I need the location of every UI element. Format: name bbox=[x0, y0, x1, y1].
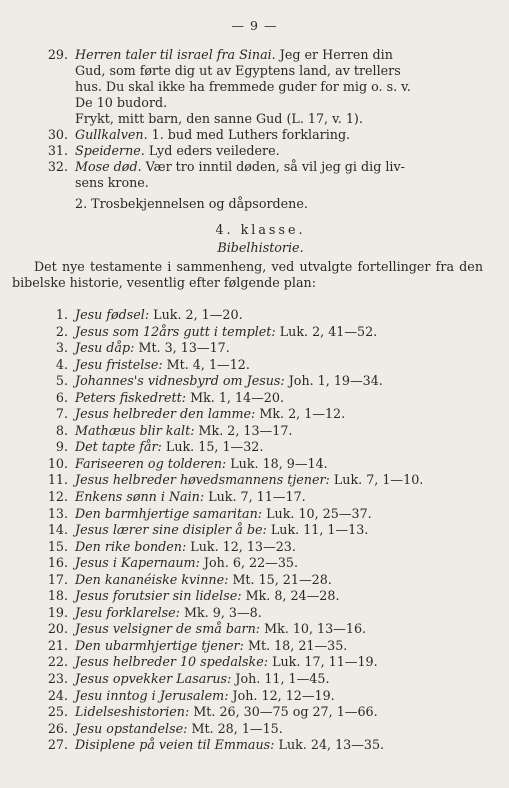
plan-number: 9. bbox=[55, 439, 68, 455]
plan-reference: Mk. 8, 24—28. bbox=[245, 588, 340, 604]
item-title: Speiderne. bbox=[75, 143, 145, 158]
plan-reference: Luk. 15, 1—32. bbox=[165, 439, 264, 455]
plan-reference: Mk. 9, 3—8. bbox=[184, 604, 262, 620]
item-title: Herren taler til israel fra Sinai. bbox=[75, 47, 276, 62]
plan-title: Peters fiskedrett: bbox=[75, 389, 187, 405]
plan-number: 15. bbox=[47, 538, 68, 554]
plan-reference: Mk. 2, 1—12. bbox=[259, 406, 346, 422]
plan-number: 11. bbox=[47, 472, 68, 488]
plan-number: 21. bbox=[47, 637, 68, 653]
plan-reference: Joh. 12, 12—19. bbox=[232, 687, 335, 703]
plan-title: Jesus forutsier sin lidelse: bbox=[75, 588, 242, 604]
plan-reference: Luk. 10, 25—37. bbox=[266, 505, 372, 521]
plan-reference: Luk. 11, 1—13. bbox=[270, 522, 369, 538]
plan-number: 6. bbox=[55, 389, 68, 405]
plan-item bbox=[38, 588, 483, 605]
plan-number: 22. bbox=[47, 654, 68, 670]
plan-number: 20. bbox=[47, 621, 68, 637]
plan-title: Jesus helbreder høvedsmannens tjener: bbox=[75, 472, 330, 488]
plan-title: Jesu inntog i Jerusalem: bbox=[75, 687, 229, 703]
plan-title: Jesus helbreder den lamme: bbox=[75, 406, 256, 422]
plan-number: 5. bbox=[55, 373, 68, 389]
plan-number: 1. bbox=[55, 307, 68, 322]
list-item bbox=[38, 127, 483, 143]
plan-item bbox=[38, 572, 483, 589]
plan-number: 16. bbox=[47, 555, 68, 571]
plan-item bbox=[38, 307, 483, 324]
plan-reference: Luk. 7, 1—10. bbox=[333, 472, 424, 488]
plan-title: Den kananéiske kvinne: bbox=[75, 571, 229, 587]
plan-reference: Joh. 1, 19—34. bbox=[288, 373, 383, 389]
plan-reference: Mk. 10, 13—16. bbox=[264, 621, 367, 637]
plan-number: 13. bbox=[47, 505, 68, 521]
plan-item bbox=[38, 456, 483, 473]
plan-reference: Mt. 15, 21—28. bbox=[232, 571, 332, 587]
item-text: Jeg er Herren din bbox=[279, 47, 393, 62]
section-4 bbox=[12, 222, 483, 291]
plan-title: Jesus i Kapernaum: bbox=[75, 555, 200, 571]
plan-title: Jesus lærer sine disipler å be: bbox=[75, 522, 267, 538]
plan-item bbox=[38, 638, 483, 655]
plan-reference: Mt. 28, 1—15. bbox=[191, 720, 283, 736]
item-text: 1. bud med Luthers forklaring. bbox=[151, 127, 351, 142]
plan-number: 17. bbox=[47, 571, 68, 587]
plan-title: Jesus velsigner de små barn: bbox=[75, 621, 261, 637]
item-text: 2. Trosbekjennelsen og dåpsordene. bbox=[75, 196, 308, 211]
plan-item bbox=[38, 522, 483, 539]
item-text: De 10 budord. bbox=[75, 95, 168, 110]
item-text: Lyd eders veiledere. bbox=[148, 143, 280, 158]
list-item bbox=[38, 47, 483, 111]
plan-item bbox=[38, 472, 483, 489]
item-number: 31. bbox=[47, 143, 68, 158]
item-title: Mose død. bbox=[75, 159, 142, 174]
plan-number: 12. bbox=[47, 489, 68, 505]
plan-reference: Mt. 26, 30—75 og 27, 1—66. bbox=[193, 704, 378, 720]
plan-item bbox=[38, 439, 483, 456]
item-text: Gud, som førte dig ut av Egyptens land, av trellers bbox=[75, 63, 401, 78]
item-number: 30. bbox=[47, 127, 68, 142]
plan-item bbox=[38, 671, 483, 688]
plan-number: 3. bbox=[55, 340, 68, 356]
plan-number: 14. bbox=[47, 522, 68, 538]
plan-item bbox=[38, 539, 483, 556]
plan-title: Jesu opstandelse: bbox=[75, 720, 188, 736]
plan-item bbox=[38, 654, 483, 671]
plan-title: Det tapte får: bbox=[75, 439, 162, 455]
plan-title: Den ubarmhjertige tjener: bbox=[75, 637, 244, 653]
plan-number: 10. bbox=[47, 455, 68, 471]
plan-number: 27. bbox=[47, 737, 68, 753]
plan-reference: Mt. 18, 21—35. bbox=[247, 637, 348, 653]
plan-number: 8. bbox=[55, 422, 68, 438]
plan-item bbox=[38, 324, 483, 341]
plan-reference: Joh. 11, 1—45. bbox=[235, 671, 330, 687]
plan-item bbox=[38, 373, 483, 390]
plan-reference: Mt. 4, 1—12. bbox=[166, 356, 250, 372]
plan-reference: Luk. 18, 9—14. bbox=[230, 455, 328, 471]
plan-title: Enkens sønn i Nain: bbox=[75, 489, 205, 505]
plan-reference: Mk. 1, 14—20. bbox=[190, 389, 284, 405]
plan-title: Jesu fristelse: bbox=[75, 356, 163, 372]
plan-number: 25. bbox=[47, 704, 68, 720]
plan-number: 2. bbox=[55, 323, 68, 339]
plan-reference: Luk. 2, 1—20. bbox=[153, 307, 243, 322]
plan-item bbox=[38, 506, 483, 523]
plan-title: Jesu forklarelse: bbox=[75, 604, 180, 620]
plan-item bbox=[38, 555, 483, 572]
plan-reference: Mk. 2, 13—17. bbox=[198, 422, 293, 438]
plan-number: 7. bbox=[55, 406, 68, 422]
plan-number: 24. bbox=[47, 687, 68, 703]
plan-title: Lidelseshistorien: bbox=[75, 704, 190, 720]
plan-item bbox=[38, 621, 483, 638]
plan-number: 18. bbox=[47, 588, 68, 604]
section-heading: 4. klasse. bbox=[215, 222, 306, 237]
plan-title: Mathæus blir kalt: bbox=[75, 422, 195, 438]
plan-reference: Luk. 24, 13—35. bbox=[278, 737, 385, 753]
plan-item bbox=[38, 423, 483, 440]
section-subheading: Bibelhistorie. bbox=[217, 240, 304, 255]
plan-reference: Luk. 17, 11—19. bbox=[272, 654, 378, 670]
lesson-list-top bbox=[38, 47, 483, 212]
plan-number: 23. bbox=[47, 671, 68, 687]
plan-item bbox=[38, 737, 483, 754]
plan-title: Den barmhjertige samaritan: bbox=[75, 505, 263, 521]
plan-item bbox=[38, 390, 483, 407]
plan-item bbox=[38, 605, 483, 622]
plan-item bbox=[38, 489, 483, 506]
intro-paragraph: Det nye testamente i sammenheng, ved utvalgte fortellinger fra den bibelske historie, vesentlig efter følgende plan: bbox=[12, 259, 483, 290]
page-number: — 9 — bbox=[231, 18, 278, 33]
plan-item bbox=[38, 721, 483, 738]
plan-item bbox=[38, 357, 483, 374]
list-item bbox=[38, 143, 483, 159]
plan-item bbox=[38, 704, 483, 721]
item-title: Gullkalven. bbox=[75, 127, 148, 142]
plan-reference: Mt. 3, 13—17. bbox=[138, 340, 230, 356]
plan-title: Jesus som 12års gutt i templet: bbox=[75, 323, 276, 339]
item-text: Frykt, mitt barn, den sanne Gud (L. 17, v. 1). bbox=[75, 111, 363, 126]
plan-title: Disiplene på veien til Emmaus: bbox=[75, 737, 275, 753]
plan-title: Jesu dåp: bbox=[75, 340, 135, 356]
plan-title: Den rike bonden: bbox=[75, 538, 187, 554]
plan-reference: Luk. 7, 11—17. bbox=[208, 489, 306, 505]
plan-title: Jesus opvekker Lasarus: bbox=[75, 671, 232, 687]
plan-number: 19. bbox=[47, 604, 68, 620]
item-text: sens krone. bbox=[75, 175, 149, 190]
plan-item bbox=[38, 340, 483, 357]
list-item-extra bbox=[38, 111, 483, 127]
plan-reference: Joh. 6, 22—35. bbox=[203, 555, 299, 571]
item-text: hus. Du skal ikke ha fremmede guder for mig o. s. v. bbox=[75, 79, 411, 94]
plan-reference: Luk. 12, 13—23. bbox=[190, 538, 296, 554]
item-text: Vær tro inntil døden, så vil jeg gi dig liv- bbox=[145, 159, 405, 174]
plan-list bbox=[38, 307, 483, 754]
plan-reference: Luk. 2, 41—52. bbox=[279, 323, 378, 339]
item-number: 32. bbox=[47, 159, 68, 174]
plan-number: 26. bbox=[47, 720, 68, 736]
plan-title: Fariseeren og tolderen: bbox=[75, 455, 227, 471]
plan-title: Jesu fødsel: bbox=[75, 307, 150, 322]
catechism-item bbox=[38, 196, 483, 212]
plan-item bbox=[38, 688, 483, 705]
plan-title: Jesus helbreder 10 spedalske: bbox=[75, 654, 269, 670]
plan-number: 4. bbox=[55, 356, 68, 372]
list-item bbox=[38, 159, 483, 191]
plan-item bbox=[38, 406, 483, 423]
item-number: 29. bbox=[47, 47, 68, 62]
plan-title: Johannes's vidnesbyrd om Jesus: bbox=[75, 373, 285, 389]
